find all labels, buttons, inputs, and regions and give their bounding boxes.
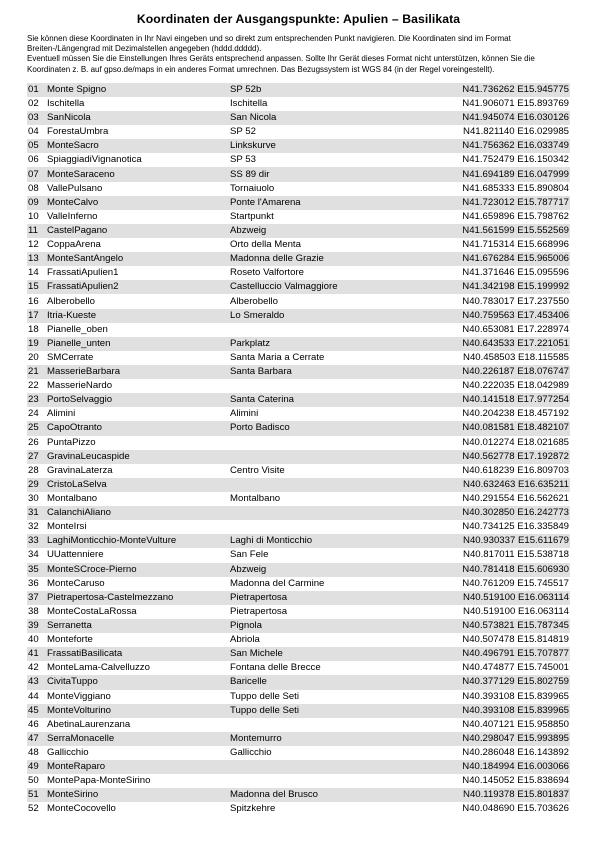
- start-point: [230, 520, 405, 534]
- coordinates: N40.761209 E15.745517: [462, 577, 569, 589]
- coordinates: N40.507478 E15.814819: [462, 634, 569, 646]
- start-point: Tornaiuolo: [230, 182, 275, 194]
- table-row: [27, 534, 570, 548]
- start-point: Baricelle: [230, 675, 405, 689]
- table-row: [27, 266, 570, 280]
- route-name: Monteforte: [47, 634, 93, 646]
- coordinates: N41.685333 E15.890804: [462, 182, 569, 194]
- coordinates: N40.286048 E16.143892: [462, 747, 569, 758]
- route-name: LaghiMonticchio-MonteVulture: [47, 534, 230, 548]
- table-row: [27, 280, 570, 294]
- table-row: [27, 492, 570, 506]
- row-number: 41: [27, 647, 47, 661]
- row-number: 50: [28, 775, 39, 787]
- table-row: [27, 746, 570, 760]
- row-number: 48: [28, 747, 39, 758]
- route-name: MonteVolturino: [47, 704, 230, 718]
- start-point: SP 53: [230, 154, 256, 166]
- start-point: [230, 478, 405, 492]
- route-name: CastelPagano: [47, 224, 230, 238]
- start-point: Santa Caterina: [230, 393, 405, 407]
- row-number: 52: [28, 803, 39, 815]
- start-point: [230, 760, 405, 774]
- row-number: 26: [28, 436, 39, 448]
- coordinates-table-body: [27, 83, 570, 817]
- coordinates: N40.119378 E15.801837: [405, 788, 570, 802]
- table-row: [27, 520, 570, 534]
- row-number: 30: [28, 493, 39, 505]
- start-point: [230, 506, 405, 520]
- start-point: Gallicchio: [230, 747, 272, 758]
- start-point: Abzweig: [230, 224, 405, 238]
- coordinates: N41.659896 E15.798762: [462, 210, 569, 222]
- route-name: MontePapa-MonteSirino: [47, 775, 151, 787]
- row-number: 33: [27, 534, 47, 548]
- table-row: [27, 436, 570, 450]
- coordinates: N40.407121 E15.958850: [462, 718, 569, 730]
- coordinates: N41.715314 E15.668996: [462, 239, 569, 251]
- row-number: 15: [27, 280, 47, 294]
- coordinates: N40.184994 E16.003066: [405, 760, 570, 774]
- route-name: Montalbano: [47, 493, 98, 505]
- row-number: 25: [27, 421, 47, 435]
- table-row: [27, 351, 570, 365]
- table-row: [27, 196, 570, 210]
- coordinates: N40.458503 E18.115585: [463, 351, 569, 363]
- table-row: [27, 421, 570, 435]
- table-row: [27, 690, 570, 704]
- start-point: Abzweig: [230, 563, 405, 577]
- route-name: MonteSCroce-Pierno: [47, 563, 230, 577]
- table-row: [27, 210, 570, 224]
- table-row: [27, 633, 570, 647]
- table-row: [27, 83, 570, 97]
- row-number: 03: [27, 111, 47, 125]
- table-row: [27, 111, 570, 125]
- route-name: Itria-Kueste: [47, 309, 230, 323]
- route-name: SpiaggiadiVignanotica: [47, 154, 142, 166]
- row-number: 29: [27, 478, 47, 492]
- table-row: [27, 182, 570, 196]
- table-row: [27, 506, 570, 520]
- row-number: 10: [28, 210, 39, 222]
- coordinates: N40.141518 E17.977254: [405, 393, 570, 407]
- route-name: MonteIrsi: [47, 521, 87, 533]
- row-number: 44: [28, 690, 39, 702]
- table-row: [27, 788, 570, 802]
- table-row: [27, 224, 570, 238]
- coordinates: N40.291554 E16.562621: [462, 493, 569, 505]
- row-number: 06: [28, 154, 39, 166]
- table-row: [27, 704, 570, 718]
- start-point: Pignola: [230, 619, 405, 633]
- route-name: GravinaLaterza: [47, 464, 113, 476]
- start-point: Startpunkt: [230, 210, 274, 222]
- route-name: CapoOtranto: [47, 421, 230, 435]
- start-point: Porto Badisco: [230, 421, 405, 435]
- coordinates: N41.561599 E15.552569: [405, 224, 570, 238]
- coordinates: N40.474877 E15.745001: [462, 662, 569, 674]
- row-number: 23: [27, 393, 47, 407]
- table-row: [27, 238, 570, 252]
- route-name: AbetinaLaurenzana: [47, 718, 131, 730]
- row-number: 05: [27, 139, 47, 153]
- table-row: [27, 718, 570, 732]
- row-number: 22: [28, 380, 39, 392]
- coordinates: N40.781418 E15.606930: [405, 563, 570, 577]
- coordinates: N40.783017 E17.237550: [462, 295, 569, 307]
- row-number: 02: [28, 97, 39, 109]
- coordinates: N40.734125 E16.335849: [462, 521, 569, 533]
- coordinates: N41.821140 E16.029985: [463, 126, 569, 138]
- coordinates: N41.906071 E15.893769: [462, 97, 569, 109]
- coordinates: N40.562778 E17.192872: [405, 450, 570, 464]
- start-point: Alberobello: [230, 295, 279, 307]
- coordinates-table: [27, 83, 570, 817]
- row-number: 20: [28, 351, 39, 363]
- start-point: San Michele: [230, 647, 405, 661]
- table-row: [27, 464, 570, 478]
- table-row: [27, 548, 570, 562]
- table-row: [27, 619, 570, 633]
- coordinates: N41.694189 E16.047999: [405, 167, 570, 181]
- intro-text: [27, 34, 570, 75]
- coordinates: N41.676284 E15.965006: [405, 252, 570, 266]
- coordinates: N40.081581 E18.482107: [405, 421, 570, 435]
- start-point: Montemurro: [230, 732, 405, 746]
- coordinates: N40.519100 E16.063114: [405, 591, 570, 605]
- route-name: MonteSantAngelo: [47, 252, 230, 266]
- route-name: Alimini: [47, 408, 76, 420]
- start-point: Pietrapertosa: [230, 591, 405, 605]
- start-point: Centro Visite: [230, 464, 285, 476]
- coordinates: N41.723012 E15.787717: [405, 196, 570, 210]
- table-row: [27, 661, 570, 675]
- table-row: [27, 365, 570, 379]
- start-point: Santa Barbara: [230, 365, 405, 379]
- route-name: PuntaPizzo: [47, 436, 96, 448]
- row-number: 07: [27, 167, 47, 181]
- start-point: Madonna del Brusco: [230, 788, 405, 802]
- coordinates: N41.752479 E16.150342: [462, 154, 569, 166]
- row-number: 36: [28, 577, 39, 589]
- row-number: 11: [27, 224, 47, 238]
- route-name: ForestaUmbra: [47, 126, 109, 138]
- table-row: [27, 125, 570, 139]
- route-name: ValleInferno: [47, 210, 98, 222]
- start-point: Parkplatz: [230, 337, 405, 351]
- route-name: MonteRaparo: [47, 760, 230, 774]
- table-row: [27, 393, 570, 407]
- coordinates: N40.302850 E16.242773: [405, 506, 570, 520]
- table-row: [27, 577, 570, 591]
- table-row: [27, 167, 570, 181]
- start-point: Abriola: [230, 634, 260, 646]
- route-name: MonteCalvo: [47, 196, 230, 210]
- coordinates: N40.643533 E17.221051: [405, 337, 570, 351]
- row-number: 31: [27, 506, 47, 520]
- start-point: Madonna del Carmine: [230, 577, 325, 589]
- start-point: Spitzkehre: [230, 803, 276, 815]
- route-name: Alberobello: [47, 295, 96, 307]
- table-row: [27, 323, 570, 337]
- coordinates: N40.618239 E16.809703: [462, 464, 569, 476]
- start-point: San Nicola: [230, 111, 405, 125]
- start-point: [230, 323, 405, 337]
- route-name: PortoSelvaggio: [47, 393, 230, 407]
- route-name: MonteCaruso: [47, 577, 105, 589]
- start-point: [230, 379, 405, 393]
- coordinates: N40.226187 E18.076747: [405, 365, 570, 379]
- row-number: 24: [28, 408, 39, 420]
- route-name: FrassatiApulien1: [47, 267, 119, 279]
- coordinates: N40.393108 E15.839965: [405, 704, 570, 718]
- coordinates: N40.393108 E15.839965: [462, 690, 569, 702]
- row-number: 17: [27, 309, 47, 323]
- start-point: Pietrapertosa: [230, 605, 288, 617]
- route-name: MonteCocovello: [47, 803, 116, 815]
- start-point: Lo Smeraldo: [230, 309, 405, 323]
- start-point: [230, 436, 405, 450]
- row-number: 32: [28, 521, 39, 533]
- start-point: Castelluccio Valmaggiore: [230, 280, 405, 294]
- route-name: Pianelle_oben: [47, 323, 108, 335]
- route-name: MasserieNardo: [47, 380, 113, 392]
- route-name: CoppaArena: [47, 239, 101, 251]
- row-number: 19: [27, 337, 47, 351]
- coordinates: N41.945074 E16.030126: [405, 111, 570, 125]
- table-row: [27, 647, 570, 661]
- coordinates: N40.145052 E15.838694: [462, 775, 569, 787]
- row-number: 12: [28, 239, 39, 251]
- route-name: Gallicchio: [47, 747, 89, 758]
- start-point: Roseto Valfortore: [230, 267, 304, 279]
- row-number: 09: [27, 196, 47, 210]
- coordinates: N40.222035 E18.042989: [462, 380, 569, 392]
- row-number: 14: [28, 267, 39, 279]
- row-number: 43: [27, 675, 47, 689]
- route-name: SMCerrate: [47, 351, 94, 363]
- coordinates: N40.519100 E16.063114: [463, 605, 569, 617]
- page-title: Koordinaten der Ausgangspunkte: Apulien – Basilikata: [136, 12, 461, 26]
- table-row: [27, 252, 570, 266]
- table-row: [27, 605, 570, 619]
- start-point: [230, 774, 405, 788]
- route-name: Pietrapertosa-Castelmezzano: [47, 591, 230, 605]
- route-name: MonteLama-Calvelluzzo: [47, 662, 150, 674]
- table-row: [27, 309, 570, 323]
- route-name: MonteCostaLaRossa: [47, 605, 137, 617]
- coordinates: N40.298047 E15.993895: [405, 732, 570, 746]
- row-number: 35: [27, 563, 47, 577]
- table-row: [27, 407, 570, 421]
- row-number: 21: [27, 365, 47, 379]
- coordinates: N40.204238 E18.457192: [462, 408, 569, 420]
- row-number: 01: [27, 83, 47, 97]
- coordinates: N40.496791 E15.707877: [405, 647, 570, 661]
- intro-paragraph-2: Eventuell müssen Sie die Einstellungen Ihres Geräts entsprechend anpassen. Sollte Ihr Gerät dieses Format nicht unterstützen, können Sie die Koordinaten z. B. auf gpso.de/maps in ein anderes Format umrechnen. Das Bezugssystem ist WGS 84 (in der Regel voreingestellt).: [27, 54, 535, 74]
- coordinates: N41.756362 E16.033749: [405, 139, 570, 153]
- row-number: 51: [27, 788, 47, 802]
- coordinates: N41.736262 E15.945775: [405, 83, 570, 97]
- start-point: Fontana delle Brecce: [230, 662, 321, 674]
- row-number: 38: [28, 605, 39, 617]
- start-point: SP 52b: [230, 83, 405, 97]
- row-number: 39: [27, 619, 47, 633]
- route-name: CalanchiAliano: [47, 506, 230, 520]
- row-number: 45: [27, 704, 47, 718]
- route-name: MonteSaraceno: [47, 167, 230, 181]
- route-name: FrassatiBasilicata: [47, 647, 230, 661]
- coordinates: N40.759563 E17.453406: [405, 309, 570, 323]
- coordinates: N40.653081 E17.228974: [462, 323, 569, 335]
- route-name: Monte Spigno: [47, 83, 230, 97]
- route-name: MonteSacro: [47, 139, 230, 153]
- table-row: [27, 294, 570, 308]
- start-point: Tuppo delle Seti: [230, 690, 299, 702]
- row-number: 40: [28, 634, 39, 646]
- route-name: VallePulsano: [47, 182, 103, 194]
- route-name: CristoLaSelva: [47, 478, 230, 492]
- route-name: SanNicola: [47, 111, 230, 125]
- row-number: 47: [27, 732, 47, 746]
- start-point: [230, 718, 405, 732]
- start-point: Linkskurve: [230, 139, 405, 153]
- start-point: [230, 450, 405, 464]
- table-row: [27, 802, 570, 816]
- table-row: [27, 732, 570, 746]
- route-name: Serranetta: [47, 619, 230, 633]
- row-number: 27: [27, 450, 47, 464]
- table-row: [27, 563, 570, 577]
- start-point: Laghi di Monticchio: [230, 534, 405, 548]
- table-row: [27, 774, 570, 788]
- coordinates: N40.377129 E15.802759: [405, 675, 570, 689]
- table-row: [27, 337, 570, 351]
- route-name: CivitaTuppo: [47, 675, 230, 689]
- table-row: [27, 450, 570, 464]
- table-row: [27, 675, 570, 689]
- table-row: [27, 97, 570, 111]
- route-name: MonteViggiano: [47, 690, 111, 702]
- row-number: 04: [28, 126, 39, 138]
- start-point: Madonna delle Grazie: [230, 252, 405, 266]
- route-name: FrassatiApulien2: [47, 280, 230, 294]
- start-point: Ischitella: [230, 97, 268, 109]
- start-point: San Fele: [230, 549, 269, 561]
- start-point: SP 52: [230, 126, 256, 138]
- route-name: SerraMonacelle: [47, 732, 230, 746]
- table-row: [27, 139, 570, 153]
- row-number: 16: [28, 295, 39, 307]
- route-name: Ischitella: [47, 97, 85, 109]
- route-name: UUattenniere: [47, 549, 104, 561]
- coordinates: N40.012274 E18.021685: [462, 436, 569, 448]
- row-number: 49: [27, 760, 47, 774]
- route-name: Pianelle_unten: [47, 337, 230, 351]
- row-number: 28: [28, 464, 39, 476]
- coordinates: N40.632463 E16.635211: [405, 478, 570, 492]
- table-row: [27, 760, 570, 774]
- route-name: GravinaLeucaspide: [47, 450, 230, 464]
- table-row: [27, 153, 570, 167]
- start-point: Montalbano: [230, 493, 281, 505]
- coordinates: N40.573821 E15.787345: [405, 619, 570, 633]
- coordinates: N40.048690 E15.703626: [462, 803, 569, 815]
- table-row: [27, 379, 570, 393]
- route-name: MasserieBarbara: [47, 365, 230, 379]
- row-number: 46: [28, 718, 39, 730]
- start-point: Santa Maria a Cerrate: [230, 351, 325, 363]
- row-number: 18: [28, 323, 39, 335]
- start-point: Ponte l'Amarena: [230, 196, 405, 210]
- coordinates: N41.371646 E15.095596: [462, 267, 569, 279]
- row-number: 34: [28, 549, 39, 561]
- table-row: [27, 478, 570, 492]
- coordinates: N40.817011 E15.538718: [463, 549, 569, 561]
- row-number: 08: [28, 182, 39, 194]
- row-number: 42: [28, 662, 39, 674]
- coordinates: N41.342198 E15.199992: [405, 280, 570, 294]
- table-row: [27, 591, 570, 605]
- start-point: Tuppo delle Seti: [230, 704, 405, 718]
- start-point: SS 89 dir: [230, 167, 405, 181]
- route-name: MonteSirino: [47, 788, 230, 802]
- intro-paragraph-1: Sie können diese Koordinaten in Ihr Navi eingeben und so direkt zum entsprechenden Punkt navigieren. Die Koordinaten sind im Format Breiten-/Längengrad mit Dezimalstellen angegeben (hddd.ddddd).: [27, 34, 511, 54]
- start-point: Orto della Menta: [230, 239, 301, 251]
- coordinates: N40.930337 E15.611679: [405, 534, 570, 548]
- row-number: 37: [27, 591, 47, 605]
- row-number: 13: [27, 252, 47, 266]
- start-point: Alimini: [230, 408, 259, 420]
